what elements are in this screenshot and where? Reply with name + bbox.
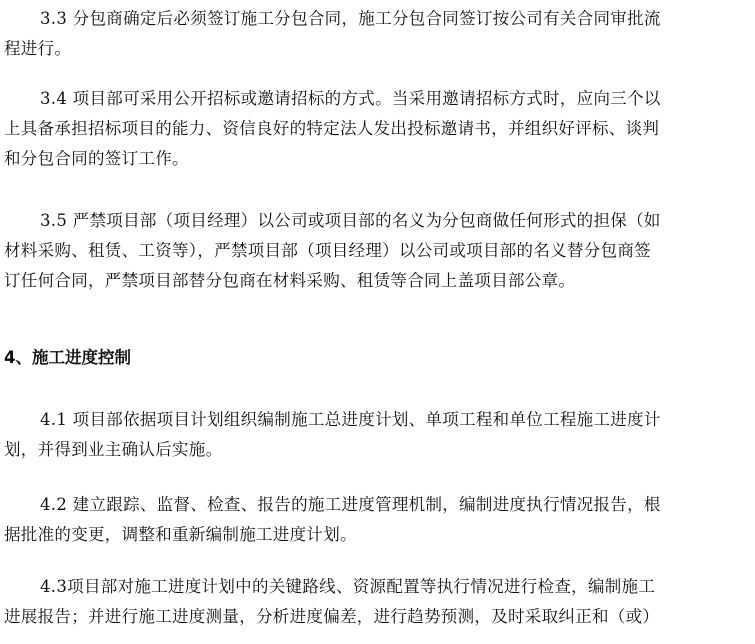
paragraph-line: 4.3项目部对施工进度计划中的关键路线、资源配置等执行情况进行检查，编制施工 xyxy=(40,577,656,596)
paragraph-line: 材料采购、租赁、工资等），严禁项目部（项目经理）以公司或项目部的名义替分包商签 xyxy=(4,241,651,260)
paragraph-line: 4.2 建立跟踪、监督、检查、报告的施工进度管理机制，编制进度执行情况报告，根 xyxy=(40,495,661,514)
paragraph-4-2 xyxy=(4,490,749,550)
paragraph-line: 3.3 分包商确定后必须签订施工分包合同，施工分包合同签订按公司有关合同审批流 xyxy=(40,9,661,28)
paragraph-3-5 xyxy=(4,206,749,296)
paragraph-line: 划，并得到业主确认后实施。 xyxy=(4,440,223,459)
paragraph-line: 3.5 严禁项目部（项目经理）以公司或项目部的名义为分包商做任何形式的担保（如 xyxy=(40,211,661,230)
paragraph-line: 程进行。 xyxy=(4,39,72,58)
paragraph-line: 3.4 项目部可采用公开招标或邀请招标的方式。当采用邀请招标方式时，应向三个以 xyxy=(40,89,661,108)
paragraph-line: 进展报告；并进行施工进度测量，分析进度偏差，进行趋势预测，及时采取纠正和（或） xyxy=(4,607,660,626)
paragraph-4-3 xyxy=(4,572,749,632)
paragraph-line: 据批准的变更，调整和重新编制施工进度计划。 xyxy=(4,525,357,544)
paragraph-line: 4.1 项目部依据项目计划组织编制施工总进度计划、单项工程和单位工程施工进度计 xyxy=(40,410,661,429)
paragraph-3-3 xyxy=(4,4,749,64)
paragraph-line: 订任何合同，严禁项目部替分包商在材料采购、租赁等合同上盖项目部公章。 xyxy=(4,271,576,290)
paragraph-4-1 xyxy=(4,405,749,465)
paragraph-line: 和分包合同的签订工作。 xyxy=(4,149,189,168)
paragraph-line: 上具备承担招标项目的能力、资信良好的特定法人发出投标邀请书，并组织好评标、谈判 xyxy=(4,119,660,138)
section-heading: 4、施工进度控制 xyxy=(4,348,131,367)
paragraph-3-4 xyxy=(4,84,749,174)
